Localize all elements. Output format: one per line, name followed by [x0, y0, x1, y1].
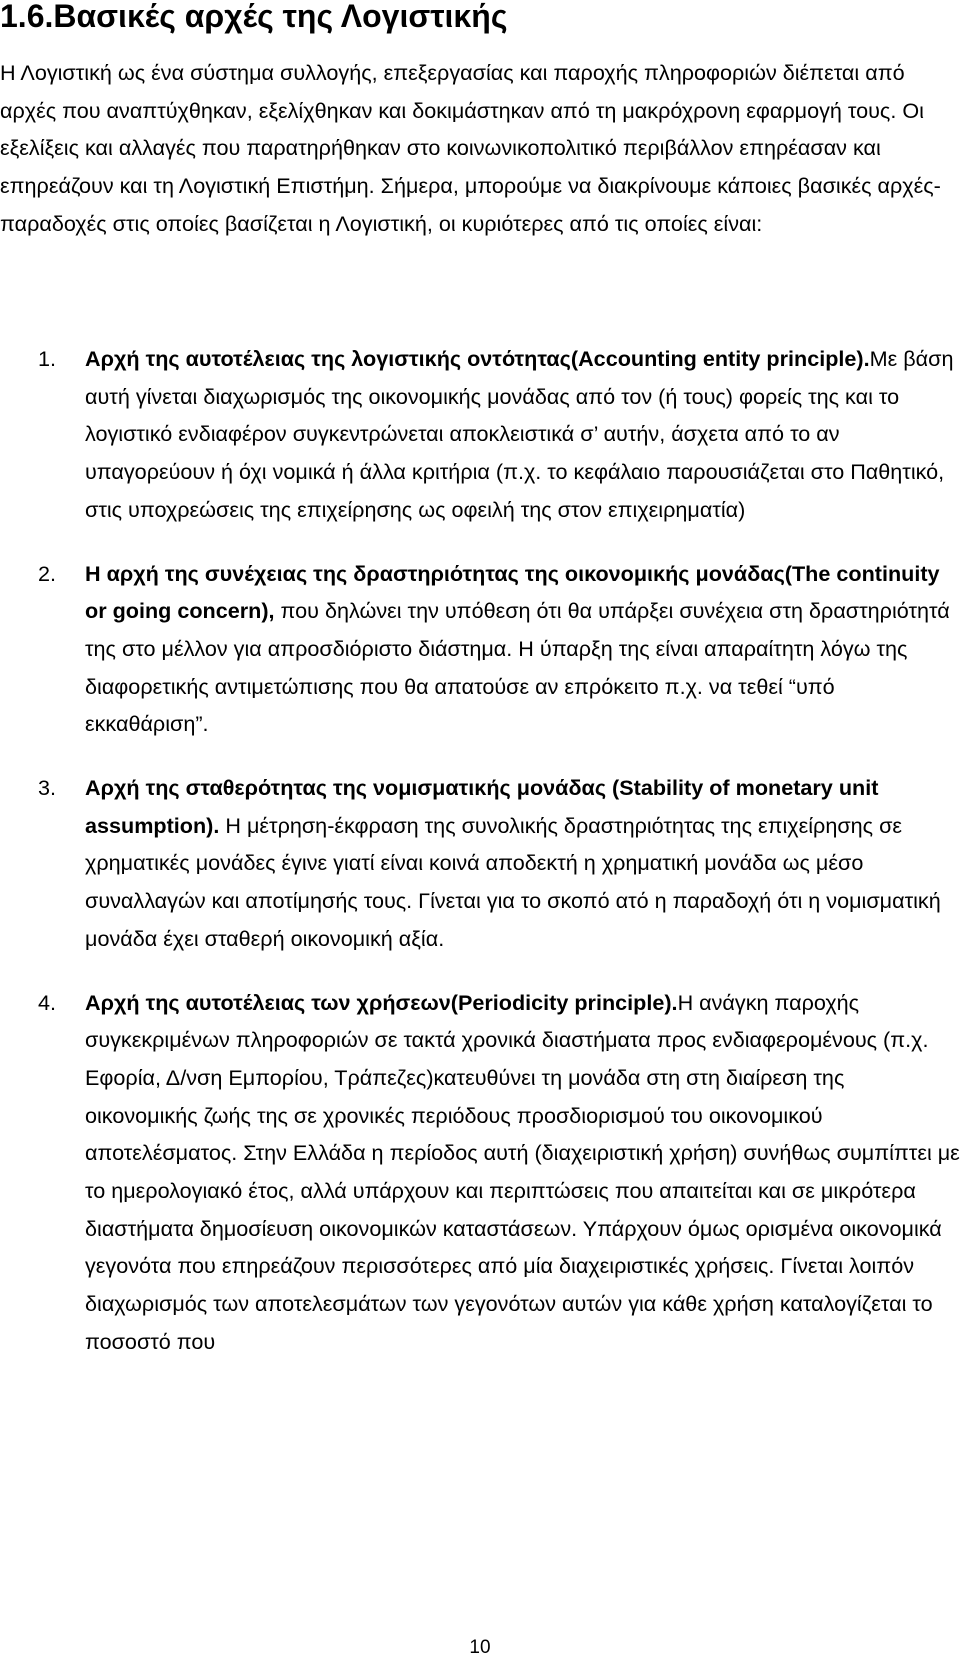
principle-body: Η ανάγκη παροχής συγκεκριμένων πληροφοριών σε τακτά χρονικά διαστήματα προς ενδιαφερομένους (π.χ. Εφορία, Δ/νση Εμπορίου, Τράπεζες)κατευθύνει τη μονάδα στη στη διαίρεση της οικονομικής ζωής της σε χρονικές περιόδους προσδιορισμού του οικονομικού αποτελέσματος. Στην Ελλάδα η περίοδος αυτή (διαχειριστική χρήση) συνήθως συμπίπτει με το ημερολογιακό έτος, αλλά υπάρχουν και περιπτώσεις που απαιτείται και σε μικρότερα διαστήματα δημοσίευση οικονομικών καταστάσεων. Υπάρχουν όμως ορισμένα οικονομικά γεγονότα που επηρεάζουν περισσότερες από μία διαχειριστικές χρήσεις. Γίνεται λοιπόν διαχωρισμός των αποτελεσμάτων των γεγονότων αυτών για κάθε χρήση καταλογίζεται το ποσοστό που: [85, 989, 960, 1354]
principle-title: Αρχή της αυτοτέλειας των χρήσεων(Periodicity principle).: [85, 989, 678, 1015]
principle-number: 1.: [38, 346, 57, 371]
principle-item-1: [0, 340, 960, 529]
principle-body: Με βάση αυτή γίνεται διαχωρισμός της οικονομικής μονάδας από τον (ή τους) φορείς της και το λογιστικό ενδιαφέρον συγκεντρώνεται αποκλειστικά σ’ αυτήν, άσχετα από το αν υπαγορεύουν ή όχι νομικά ή άλλα κριτήρια (π.χ. το κεφάλαιο παρουσιάζεται στο Παθητικό, στις υποχρεώσεις της επιχείρησης ως οφειλή της στον επιχειρηματία): [85, 346, 954, 522]
page-number: 10: [469, 1637, 491, 1658]
principle-title: Αρχή της σταθερότητας της νομισματικής μονάδας (Stability of monetary unit assumption).: [85, 775, 879, 838]
principle-number: 3.: [38, 775, 57, 801]
section-title: 1.6.Βασικές αρχές της Λογιστικής: [0, 0, 508, 34]
principle-body: που δηλώνει την υπόθεση ότι θα υπάρξει συνέχεια στη δραστηριότητά της στο μέλλον για απροσδιόριστο διάστημα. Η ύπαρξη της είναι απαραίτητη λόγω της διαφορετικής αντιμετώπισης που θα απατούσε αν επρόκειτο π.χ. να τεθεί “υπό εκκαθάριση”.: [85, 598, 950, 737]
principle-number: 2.: [38, 560, 57, 586]
principle-number: 4.: [38, 989, 57, 1015]
principle-title: Αρχή της αυτοτέλειας της λογιστικής οντότητας(Accounting entity principle).: [85, 346, 870, 371]
principle-title: Η αρχή της συνέχειας της δραστηριότητας της οικονομικής μονάδας(The continuity or going concern),: [85, 560, 940, 624]
principle-item-4: [0, 984, 960, 1361]
principle-item-3: [0, 769, 960, 958]
intro-paragraph: Η Λογιστική ως ένα σύστημα συλλογής, επεξεργασίας και παροχής πληροφοριών διέπεται από αρχές που αναπτύχθηκαν, εξελίχθηκαν και δοκιμάστηκαν από τη μακρόχρονη εφαρμογή τους. Οι εξελίξεις και αλλαγές που παρατηρήθηκαν στο κοινωνικοπολιτικό περιβάλλον επηρέασαν και επηρεάζουν και τη Λογιστική Επιστήμη. Σήμερα, μπορούμε να διακρίνουμε κάποιες βασικές αρχές-παραδοχές στις οποίες βασίζεται η Λογιστική, οι κυριότερες από τις οποίες είναι:: [0, 60, 941, 236]
principle-body: Η μέτρηση-έκφραση της συνολικής δραστηριότητας της επιχείρησης σε χρηματικές μονάδες έγινε γιατί είναι κοινά αποδεκτή η χρηματική μονάδα ως μέσο συναλλαγών και αποτίμησής τους. Γίνεται για το σκοπό ατό η παραδοχή ότι η νομισματική μονάδα έχει σταθερή οικονομική αξία.: [85, 812, 941, 951]
principles-list: [0, 340, 960, 1387]
principle-item-2: [0, 555, 960, 744]
